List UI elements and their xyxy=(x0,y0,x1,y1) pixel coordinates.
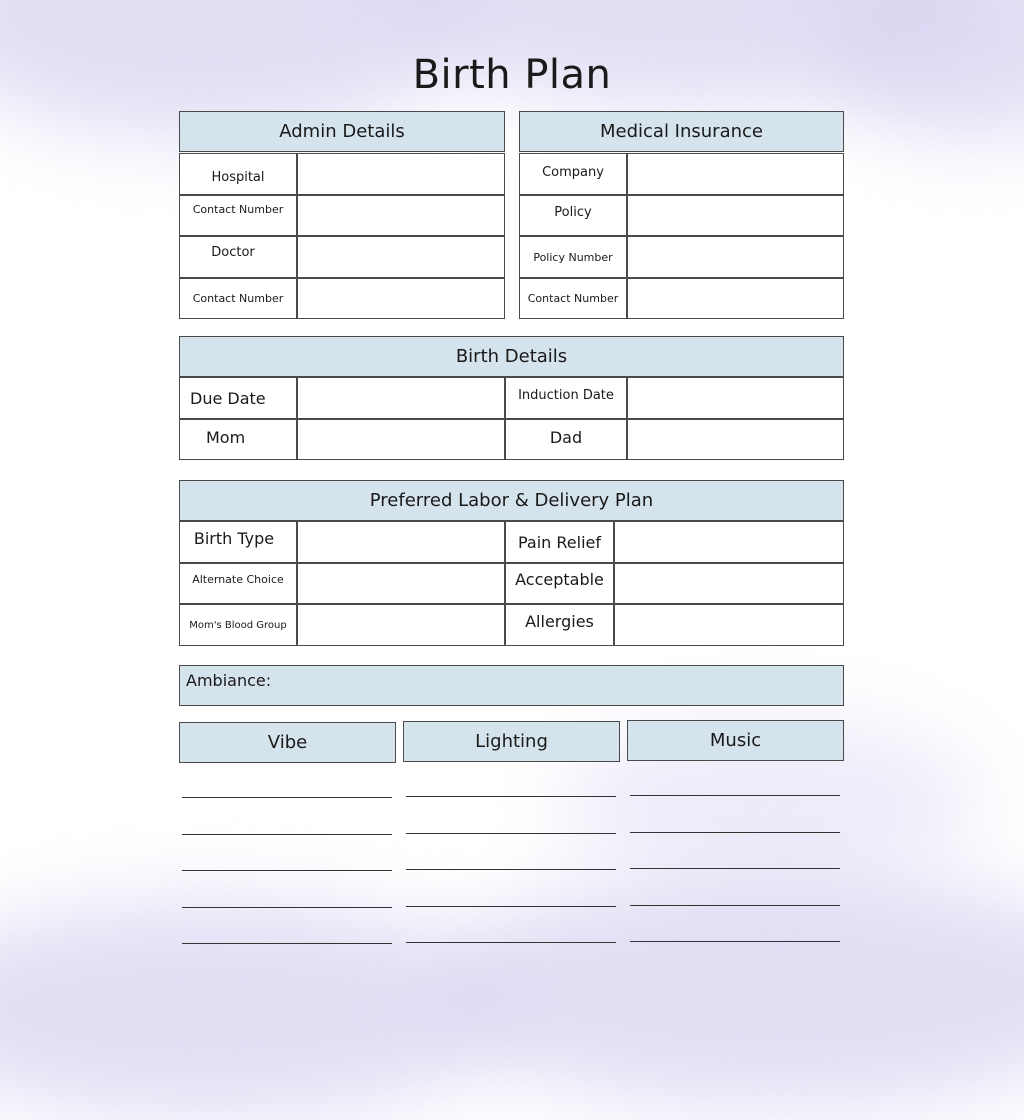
lighting-line[interactable] xyxy=(406,869,616,870)
pain-relief-label: Pain Relief xyxy=(505,521,614,563)
policy-number-label: Policy Number xyxy=(519,236,627,278)
doctor-label: Doctor xyxy=(179,236,297,278)
music-line[interactable] xyxy=(630,832,840,833)
doctor-field[interactable] xyxy=(297,236,505,278)
birth-details-header: Birth Details xyxy=(179,336,844,377)
medical-insurance-header: Medical Insurance xyxy=(519,111,844,152)
lighting-line[interactable] xyxy=(406,833,616,834)
lighting-line[interactable] xyxy=(406,796,616,797)
alternate-choice-field[interactable] xyxy=(297,563,505,604)
induction-date-field[interactable] xyxy=(627,377,844,419)
dad-label: Dad xyxy=(505,419,627,460)
blood-group-label: Mom's Blood Group xyxy=(179,604,297,646)
hospital-field[interactable] xyxy=(297,153,505,195)
insurance-contact-label: Contact Number xyxy=(519,278,627,319)
vibe-line[interactable] xyxy=(182,870,392,871)
pain-relief-field[interactable] xyxy=(614,521,844,563)
hospital-contact-label: Contact Number xyxy=(179,195,297,236)
policy-number-field[interactable] xyxy=(627,236,844,278)
company-label: Company xyxy=(519,153,627,195)
hospital-label: Hospital xyxy=(179,153,297,195)
lighting-header: Lighting xyxy=(403,721,620,762)
insurance-contact-field[interactable] xyxy=(627,278,844,319)
lighting-line[interactable] xyxy=(406,906,616,907)
vibe-header: Vibe xyxy=(179,722,396,763)
acceptable-field[interactable] xyxy=(614,563,844,604)
music-header: Music xyxy=(627,720,844,761)
doctor-contact-field[interactable] xyxy=(297,278,505,319)
lighting-line[interactable] xyxy=(406,942,616,943)
page-title: Birth Plan xyxy=(412,52,612,98)
vibe-line[interactable] xyxy=(182,907,392,908)
acceptable-label: Acceptable xyxy=(505,563,614,604)
allergies-label: Allergies xyxy=(505,604,614,646)
labor-plan-header: Preferred Labor & Delivery Plan xyxy=(179,480,844,521)
vibe-line[interactable] xyxy=(182,834,392,835)
birth-type-field[interactable] xyxy=(297,521,505,563)
allergies-field[interactable] xyxy=(614,604,844,646)
mom-field[interactable] xyxy=(297,419,505,460)
dad-field[interactable] xyxy=(627,419,844,460)
vibe-line[interactable] xyxy=(182,943,392,944)
hospital-contact-field[interactable] xyxy=(297,195,505,236)
company-field[interactable] xyxy=(627,153,844,195)
alternate-choice-label: Alternate Choice xyxy=(179,563,297,604)
mom-label: Mom xyxy=(179,419,297,460)
induction-date-label: Induction Date xyxy=(505,377,627,419)
doctor-contact-label: Contact Number xyxy=(179,278,297,319)
policy-field[interactable] xyxy=(627,195,844,236)
due-date-field[interactable] xyxy=(297,377,505,419)
music-line[interactable] xyxy=(630,868,840,869)
ambiance-bar xyxy=(179,665,844,706)
ambiance-label: Ambiance: xyxy=(186,671,272,690)
music-line[interactable] xyxy=(630,941,840,942)
music-line[interactable] xyxy=(630,905,840,906)
music-line[interactable] xyxy=(630,795,840,796)
admin-details-header: Admin Details xyxy=(179,111,505,152)
policy-label: Policy xyxy=(519,195,627,236)
birth-type-label: Birth Type xyxy=(179,521,297,563)
due-date-label: Due Date xyxy=(179,377,297,419)
blood-group-field[interactable] xyxy=(297,604,505,646)
vibe-line[interactable] xyxy=(182,797,392,798)
